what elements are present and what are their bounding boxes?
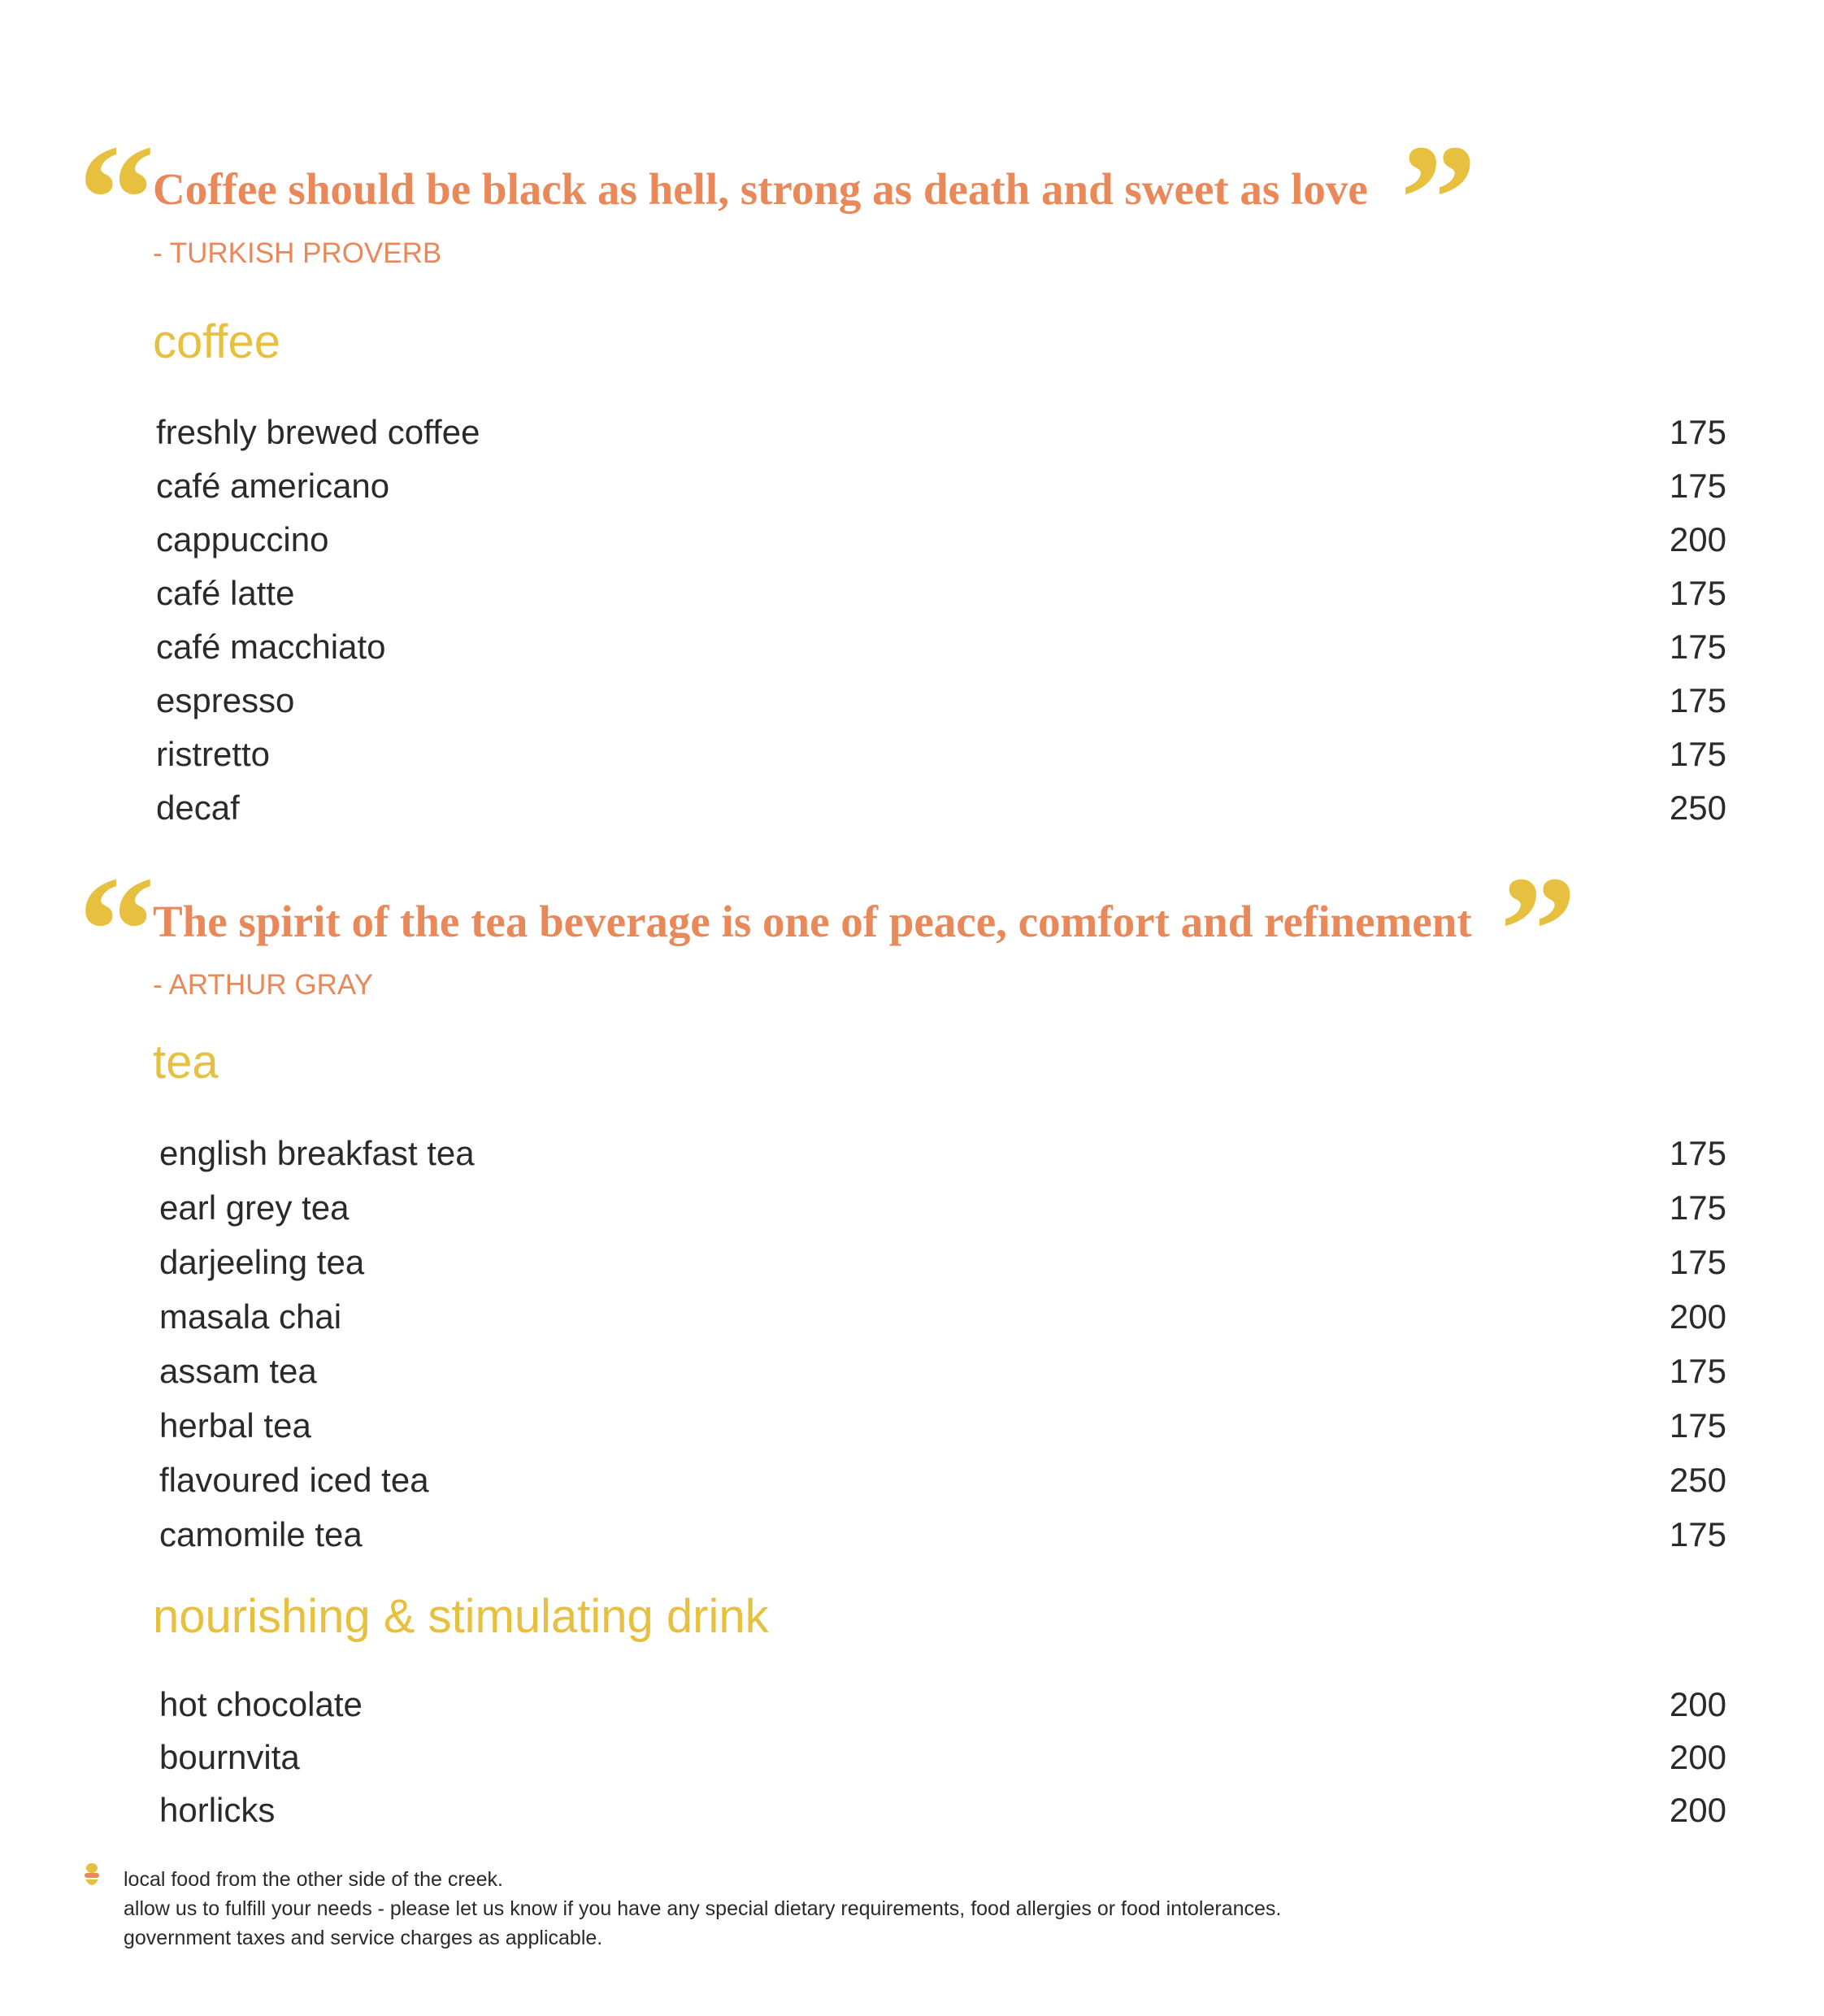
item-name: café americano <box>156 467 390 505</box>
item-price: 200 <box>1669 520 1726 558</box>
footer-note: allow us to fulfill your needs - please let us know if you have any special dietary requirements, food allergies or food intolerances. <box>124 1897 1282 1920</box>
menu-item <box>159 1181 1726 1235</box>
item-price: 200 <box>1669 1738 1726 1776</box>
menu-item <box>159 1236 1726 1289</box>
item-price: 175 <box>1669 467 1726 505</box>
item-name: flavoured iced tea <box>159 1461 429 1499</box>
item-name: café macchiato <box>156 628 386 666</box>
item-name: espresso <box>156 681 295 719</box>
item-price: 175 <box>1669 735 1726 773</box>
section-heading-nourishing: nourishing & stimulating drink <box>153 1590 769 1643</box>
item-price: 250 <box>1669 789 1726 827</box>
item-name: café latte <box>156 574 295 612</box>
menu-item <box>159 1678 1726 1731</box>
coffee-quote: Coffee should be black as hell, strong as death and sweet as love <box>153 164 1368 214</box>
item-price: 200 <box>1669 1297 1726 1336</box>
item-name: darjeeling tea <box>159 1243 365 1281</box>
menu-item <box>156 781 1726 835</box>
item-name: earl grey tea <box>159 1188 350 1227</box>
menu-item <box>159 1453 1726 1507</box>
menu-item <box>159 1399 1726 1453</box>
open-quote-icon: “ <box>78 114 155 285</box>
item-name: cappuccino <box>156 520 329 558</box>
menu-item <box>156 620 1726 674</box>
item-price: 175 <box>1669 1134 1726 1172</box>
item-price: 175 <box>1669 1188 1726 1227</box>
menu-item <box>156 674 1726 728</box>
item-name: masala chai <box>159 1297 342 1336</box>
item-name: bournvita <box>159 1738 300 1776</box>
tea-quote-author: - ARTHUR GRAY <box>153 969 373 1001</box>
item-price: 200 <box>1669 1685 1726 1723</box>
tea-quote: The spirit of the tea beverage is one of peace, comfort and refinement <box>153 897 1472 946</box>
item-name: camomile tea <box>159 1515 363 1553</box>
menu-item <box>159 1345 1726 1398</box>
item-price: 175 <box>1669 413 1726 451</box>
item-price: 200 <box>1669 1791 1726 1829</box>
item-price: 175 <box>1669 1352 1726 1390</box>
item-name: herbal tea <box>159 1406 311 1445</box>
menu-item <box>156 567 1726 620</box>
close-quote-icon: ” <box>1400 114 1477 285</box>
menu-item <box>159 1127 1726 1180</box>
coffee-quote-author: - TURKISH PROVERB <box>153 237 442 269</box>
item-price: 175 <box>1669 681 1726 719</box>
item-price: 250 <box>1669 1461 1726 1499</box>
item-price: 175 <box>1669 1515 1726 1553</box>
footer-note: local food from the other side of the creek. <box>124 1868 503 1891</box>
menu-item <box>159 1731 1726 1784</box>
section-heading-coffee: coffee <box>153 315 280 368</box>
item-name: decaf <box>156 789 240 827</box>
item-price: 175 <box>1669 574 1726 612</box>
item-price: 175 <box>1669 628 1726 666</box>
item-name: assam tea <box>159 1352 317 1390</box>
item-price: 175 <box>1669 1243 1726 1281</box>
close-quote-icon: ” <box>1500 845 1577 1016</box>
footer-note: government taxes and service charges as applicable. <box>124 1927 603 1949</box>
menu-item <box>159 1508 1726 1562</box>
item-price: 175 <box>1669 1406 1726 1445</box>
menu-item <box>156 459 1726 513</box>
menu-item <box>156 728 1726 781</box>
item-name: hot chocolate <box>159 1685 363 1723</box>
item-name: freshly brewed coffee <box>156 413 480 451</box>
menu-item <box>159 1784 1726 1837</box>
menu-item <box>159 1290 1726 1344</box>
open-quote-icon: “ <box>78 845 155 1016</box>
menu-item <box>156 513 1726 567</box>
section-heading-tea: tea <box>153 1036 219 1088</box>
item-name: horlicks <box>159 1791 276 1829</box>
item-name: ristretto <box>156 735 271 773</box>
local-food-icon <box>81 1862 102 1892</box>
menu-item <box>156 406 1726 459</box>
item-name: english breakfast tea <box>159 1134 475 1172</box>
